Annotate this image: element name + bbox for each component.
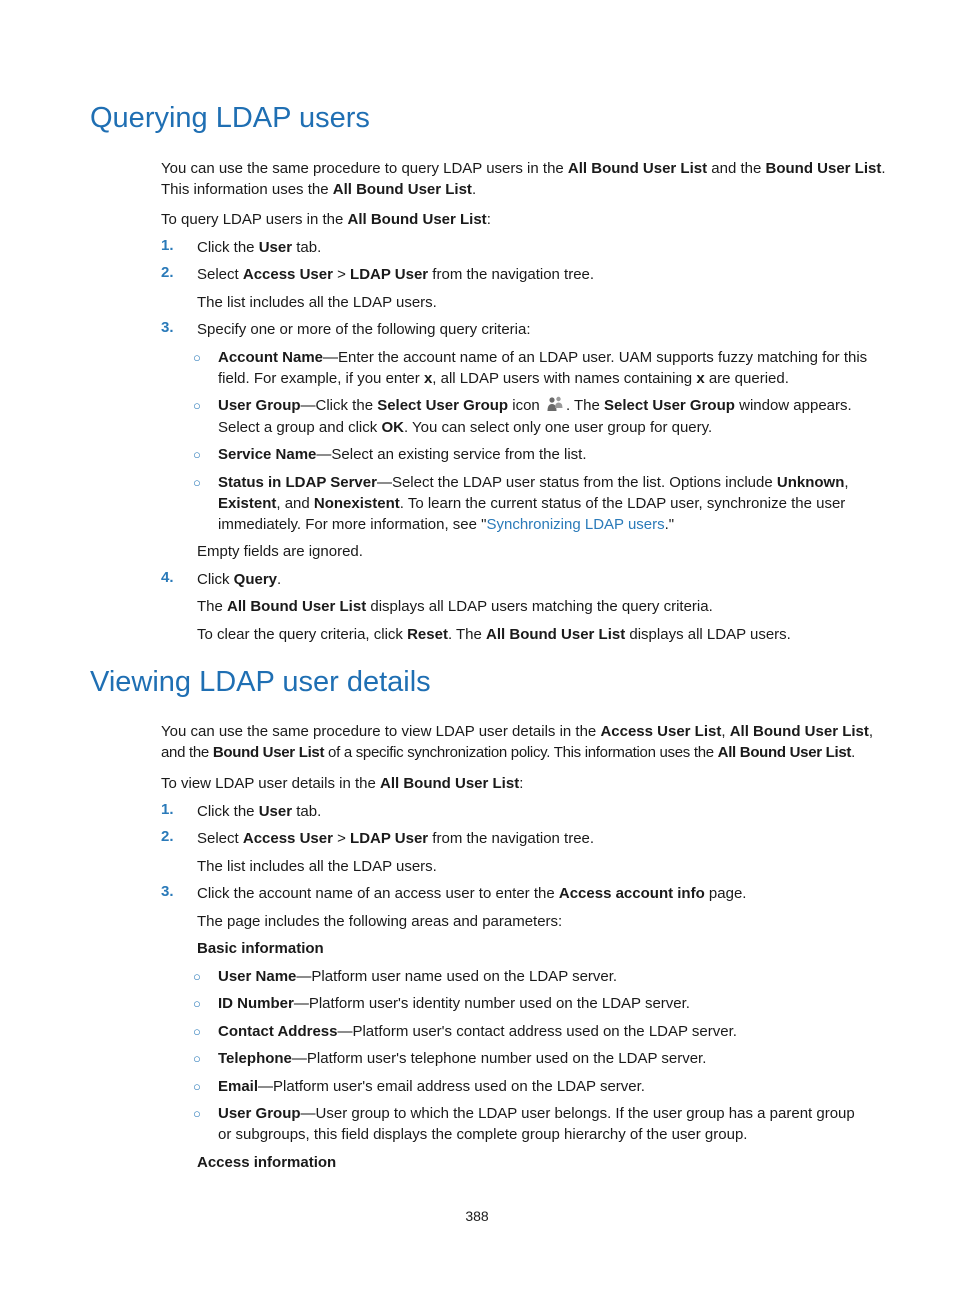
criteria-user-group: User Group—Click the Select User Group icon . The Select User Group window appears. — [218, 397, 852, 414]
s2-step2-note: The list includes all the LDAP users. — [197, 858, 437, 875]
criteria-status-cont1: Existent, and Nonexistent. To learn the current status of the LDAP user, synchronize the user — [218, 495, 846, 512]
s1-step2-number: 2. — [161, 264, 174, 281]
bullet-icon: ○ — [193, 969, 201, 984]
param-user-group: User Group—User group to which the LDAP user belongs. If the user group has a parent group — [218, 1105, 855, 1122]
s2-step1-text: Click the User tab. — [197, 803, 322, 820]
access-information-heading: Access information — [197, 1154, 337, 1171]
section-title-querying: Querying LDAP users — [90, 102, 370, 134]
bullet-icon: ○ — [193, 1024, 201, 1039]
s1-step4-text: Click Query. — [197, 571, 282, 588]
s1-step4-note1: The All Bound User List displays all LDAP users matching the query criteria. — [197, 598, 713, 615]
s2-step3-note: The page includes the following areas and parameters: — [197, 913, 563, 930]
s1-step1-number: 1. — [161, 237, 174, 254]
s1-empty-note: Empty fields are ignored. — [197, 543, 363, 560]
criteria-status-cont2: immediately. For more information, see "Synchronizing LDAP users." — [218, 516, 675, 533]
section-title-viewing: Viewing LDAP user details — [90, 666, 431, 698]
param-id-number: ID Number—Platform user's identity number used on the LDAP server. — [218, 995, 690, 1012]
bullet-icon: ○ — [193, 447, 201, 462]
criteria-account-name: Account Name—Enter the account name of an LDAP user. UAM supports fuzzy matching for this — [218, 349, 868, 366]
s1-step3-number: 3. — [161, 319, 174, 336]
s2-step2-text: Select Access User > LDAP User from the navigation tree. — [197, 830, 595, 847]
s1-intro-line2: This information uses the All Bound User List. — [161, 181, 477, 198]
criteria-user-group-cont: Select a group and click OK. You can select only one user group for query. — [218, 419, 713, 436]
s1-step3-text: Specify one or more of the following query criteria: — [197, 321, 531, 338]
param-telephone: Telephone—Platform user's telephone number used on the LDAP server. — [218, 1050, 707, 1067]
bullet-icon: ○ — [193, 350, 201, 365]
s1-lead: To query LDAP users in the All Bound User List: — [161, 211, 491, 228]
bullet-icon: ○ — [193, 398, 201, 413]
synchronizing-ldap-users-link[interactable]: Synchronizing LDAP users — [486, 516, 665, 533]
param-email: Email—Platform user's email address used on the LDAP server. — [218, 1078, 645, 1095]
param-user-group-cont: or subgroups, this field displays the complete group hierarchy of the user group. — [218, 1126, 748, 1143]
param-user-name: User Name—Platform user name used on the LDAP server. — [218, 968, 618, 985]
s2-lead: To view LDAP user details in the All Bound User List: — [161, 775, 524, 792]
bullet-icon: ○ — [193, 996, 201, 1011]
basic-information-heading: Basic information — [197, 940, 324, 957]
criteria-status: Status in LDAP Server—Select the LDAP user status from the list. Options include Unknown, — [218, 474, 849, 491]
criteria-account-name-cont: field. For example, if you enter x, all LDAP users with names containing x are queried. — [218, 370, 789, 387]
s2-intro-line2: and the Bound User List of a specific synchronization policy. This information uses the All Bound User List. — [161, 744, 856, 761]
bullet-icon: ○ — [193, 475, 201, 490]
param-contact-address: Contact Address—Platform user's contact address used on the LDAP server. — [218, 1023, 737, 1040]
bullet-icon: ○ — [193, 1051, 201, 1066]
s1-step2-text: Select Access User > LDAP User from the navigation tree. — [197, 266, 595, 283]
s2-step2-number: 2. — [161, 828, 174, 845]
bullet-icon: ○ — [193, 1079, 201, 1094]
s1-step2-note: The list includes all the LDAP users. — [197, 294, 437, 311]
s1-step4-note2: To clear the query criteria, click Reset. The All Bound User List displays all LDAP users. — [197, 626, 791, 643]
bullet-icon: ○ — [193, 1106, 201, 1121]
criteria-service-name: Service Name—Select an existing service from the list. — [218, 446, 587, 463]
s2-step3-number: 3. — [161, 883, 174, 900]
user-group-icon[interactable] — [546, 396, 564, 412]
s1-step4-number: 4. — [161, 569, 174, 586]
s2-step3-text: Click the account name of an access user to enter the Access account info page. — [197, 885, 747, 902]
s2-intro-line1: You can use the same procedure to view LDAP user details in the Access User List, All Bound User List, — [161, 723, 874, 740]
s1-intro-line1: You can use the same procedure to query LDAP users in the All Bound User List and the Bound User List. — [161, 160, 886, 177]
s2-step1-number: 1. — [161, 801, 174, 818]
s1-step1-text: Click the User tab. — [197, 239, 322, 256]
page-number: 388 — [465, 1208, 489, 1224]
